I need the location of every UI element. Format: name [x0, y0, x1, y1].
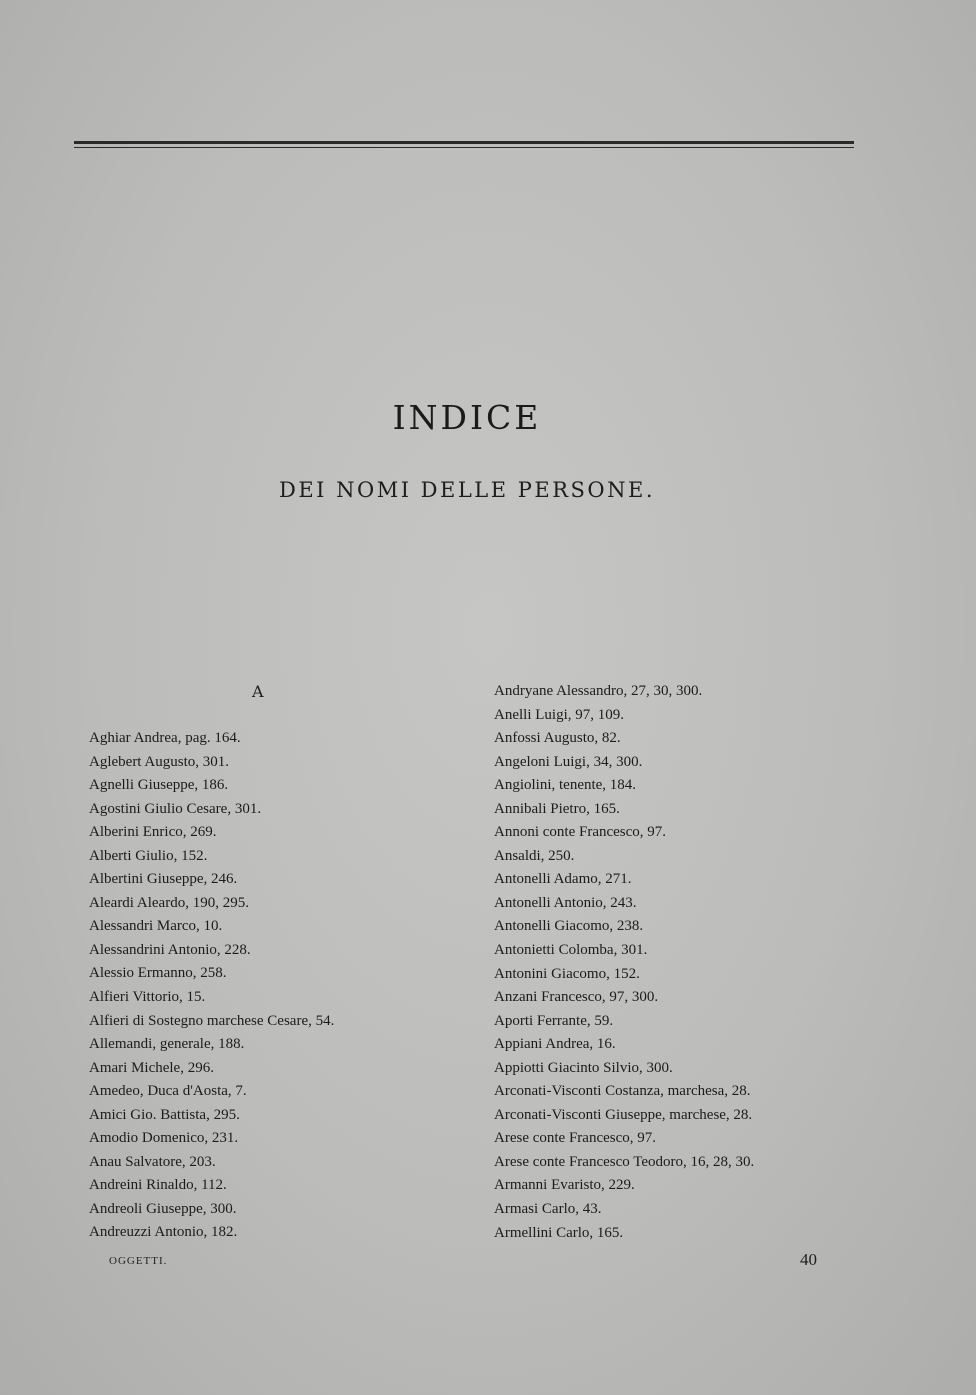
index-entry: Agnelli Giuseppe, 186. [89, 777, 229, 794]
section-letter: A [252, 682, 264, 701]
index-entry: Antonelli Antonio, 243. [494, 894, 637, 911]
index-entry: Andreini Rinaldo, 112. [89, 1177, 227, 1194]
index-entry: Alessandri Marco, 10. [89, 918, 223, 935]
index-entry: Arese conte Francesco Teodoro, 16, 28, 30. [494, 1153, 755, 1170]
index-entry: Alfieri Vittorio, 15. [89, 989, 206, 1006]
index-entry: Antonietti Colomba, 301. [494, 942, 648, 959]
index-entry: Allemandi, generale, 188. [89, 1036, 245, 1053]
index-entry: Angeloni Luigi, 34, 300. [494, 753, 643, 770]
index-entry: Arese conte Francesco, 97. [494, 1130, 657, 1147]
index-entry: Agostini Giulio Cesare, 301. [89, 800, 262, 817]
index-entry: Arconati-Visconti Giuseppe, marchese, 28. [494, 1106, 753, 1123]
index-entry: Anelli Luigi, 97, 109. [494, 706, 624, 723]
index-entry: Alfieri di Sostegno marchese Cesare, 54. [89, 1012, 335, 1029]
index-entry: Alessio Ermanno, 258. [89, 965, 227, 982]
index-title: INDICE [392, 398, 542, 437]
index-entry: Amari Michele, 296. [89, 1059, 214, 1076]
index-entry: Aporti Ferrante, 59. [494, 1012, 614, 1029]
index-entry: Appiani Andrea, 16. [494, 1036, 616, 1053]
index-entry: Alessandrini Antonio, 228. [89, 941, 251, 958]
index-entry: Armanni Evaristo, 229. [494, 1177, 635, 1194]
index-entry: Anau Salvatore, 203. [89, 1153, 216, 1170]
index-entry: Angiolini, tenente, 184. [494, 777, 637, 794]
index-entry: Amedeo, Duca d'Aosta, 7. [89, 1083, 247, 1100]
page-number: 40 [800, 1250, 817, 1269]
header-rule-thick [74, 141, 854, 144]
index-entry: Antonelli Adamo, 271. [494, 871, 632, 888]
index-entry: Alberini Enrico, 269. [89, 824, 217, 841]
index-entry: Antonini Giacomo, 152. [494, 965, 640, 982]
index-entry: Albertini Giuseppe, 246. [89, 871, 238, 888]
index-entry: Annibali Pietro, 165. [494, 800, 620, 817]
index-entry: Aleardi Aleardo, 190, 295. [89, 894, 249, 911]
index-entry: Appiotti Giacinto Silvio, 300. [494, 1059, 673, 1076]
index-entry: Antonelli Giacomo, 238. [494, 918, 644, 935]
index-column-left [89, 727, 469, 1245]
index-subtitle: DEI NOMI DELLE PERSONE. [278, 478, 656, 502]
index-entry: Amodio Domenico, 231. [89, 1130, 239, 1147]
index-entry: Annoni conte Francesco, 97. [494, 824, 667, 841]
index-entry: Amici Gio. Battista, 295. [89, 1106, 240, 1123]
index-entry: Andryane Alessandro, 27, 30, 300. [494, 683, 703, 699]
index-entry: Anzani Francesco, 97, 300. [494, 989, 659, 1006]
index-entry: Aghiar Andrea, pag. 164. [89, 730, 241, 746]
index-entry: Ansaldi, 250. [494, 847, 575, 864]
index-entry: Armellini Carlo, 165. [494, 1224, 624, 1241]
signature-mark: OGGETTI. [109, 1255, 168, 1267]
index-entry: Alberti Giulio, 152. [89, 847, 208, 864]
index-entry: Andreuzzi Antonio, 182. [89, 1224, 238, 1241]
index-entry: Anfossi Augusto, 82. [494, 730, 621, 747]
index-column-right [494, 680, 874, 1245]
index-entry: Andreoli Giuseppe, 300. [89, 1200, 237, 1217]
index-entry: Arconati-Visconti Costanza, marchesa, 28. [494, 1083, 751, 1100]
index-entry: Aglebert Augusto, 301. [89, 753, 229, 770]
header-rule-thin [74, 147, 854, 148]
index-entry: Armasi Carlo, 43. [494, 1201, 602, 1218]
